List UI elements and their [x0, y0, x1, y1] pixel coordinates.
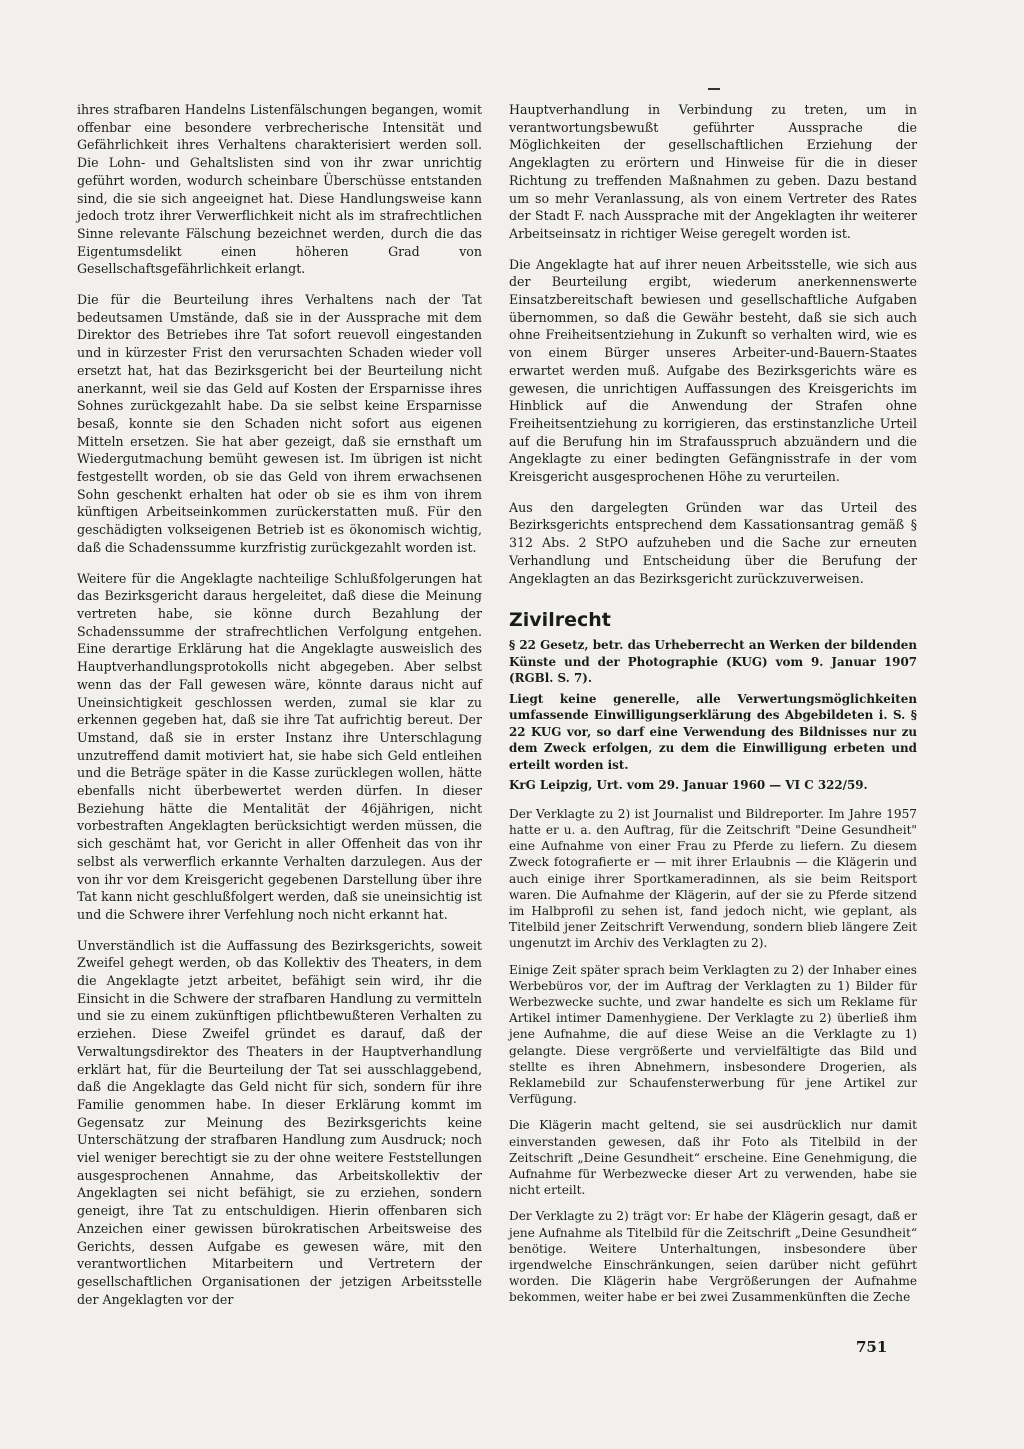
paragraph: Die für die Beurteilung ihres Verhaltens nach der Tat bedeutsamen Umstände, daß sie in der Aussprache mit dem Direktor des Betriebes ihre Tat sofort reuevoll eingestanden und in kürzester Frist den verursachten Schaden wieder voll ersetzt hat, hat das Bezirksgericht bei der Beurteilung nicht anerkannt, weil sie das Geld auf Kosten der Ersparnisse ihres Sohnes zurückgezahlt habe. Da sie selbst keine Ersparnisse besaß, konnte sie den Schaden nicht sofort aus eigenen Mitteln ersetzen. Sie hat aber gezeigt, daß sie ernsthaft um Wiedergutmachung bemüht gewesen ist. Im übrigen ist nicht festgestellt worden, ob sie das Geld von ihrem erwachsenen Sohn geschenkt erhalten hat oder ob sie es ihm von ihrem künftigen Arbeitseinkommen zurückerstatten muß. Für den geschädigten volkseigenen Betrieb ist es ökonomisch wichtig, daß die Schadenssumme kurzfristig zurückgezahlt worden ist.: [77, 292, 482, 555]
ink-mark: [708, 88, 720, 90]
headnote: Liegt keine generelle, alle Verwertungsmöglichkeiten umfassende Einwilligungserklärung des Abgebildeten i. S. § 22 KUG vor, so darf eine Verwendung des Bildnisses nur zu dem Zweck erfolgen, zu dem die Einwilligung erbeten und erteilt worden ist.: [509, 691, 917, 772]
paragraph: Hauptverhandlung in Verbindung zu treten, um in verantwortungsbewußt geführter Aussprache die Möglichkeiten der gesellschaftlichen Erziehung der Angeklagten zu erörtern und Hinweise für die in dieser Richtung zu treffenden Maßnahmen zu geben. Dazu bestand um so mehr Veranlassung, als von einem Vertreter des Rates der Stadt F. nach Aussprache mit der Angeklagten ihr weiterer Arbeitseinsatz in richtiger Weise geregelt worden ist.: [509, 102, 917, 241]
section-heading: Zivilrecht: [509, 609, 611, 632]
right-column: [509, 101, 917, 1316]
paragraph: Unverständlich ist die Auffassung des Bezirksgerichts, soweit Zweifel gehegt werden, ob das Kollektiv des Theaters, in dem die Angeklagte jetzt arbeitet, befähigt sein wird, ihr die Einsicht in die Schwere der strafbaren Handlung zu vermitteln und sie zu einem zukünftigen pflichtbewußteren Verhalten zu erziehen. Diese Zweifel gründet es darauf, daß der Verwaltungsdirektor des Theaters in der Hauptverhandlung erklärt hat, für die Beurteilung der Tat sei ausschlaggebend, daß die Angeklagte das Geld nicht für sich, sondern für ihre Familie genommen habe. In dieser Erklärung kommt im Gegensatz zur Meinung des Bezirksgerichts keine Unterschätzung der strafbaren Handlung zum Ausdruck; noch viel weniger berechtigt sie zu der ohne weitere Feststellungen ausgesprochenen Annahme, das Arbeitskollektiv der Angeklagten sei nicht befähigt, sie zu erziehen, sondern geneigt, ihre Tat zu entschuldigen. Hierin offenbaren sich Anzeichen einer gewissen bürokratischen Arbeitsweise des Gerichts, dessen Aufgabe es gewesen wäre, mit den verantwortlichen Mitarbeitern und Vertretern der gesellschaftlichen Organisationen der jetzigen Arbeitsstelle der Angeklagten vor der: [77, 937, 482, 1307]
paragraph: Aus den dargelegten Gründen war das Urteil des Bezirksgerichts entsprechend dem Kassationsantrag gemäß § 312 Abs. 2 StPO aufzuheben und die Sache zur erneuten Verhandlung und Entscheidung über die Berufung der Angeklagten an das Bezirksgericht zurückzuverweisen.: [509, 499, 917, 586]
paragraph: Der Verklagte zu 2) trägt vor: Er habe der Klägerin gesagt, daß er jene Aufnahme als Titelbild für die Zeitschrift „Deine Gesundheit“ benötige. Weitere Unterhaltungen, insbesondere über irgendwelche Einschränkungen, seien darüber nicht geführt worden. Die Klägerin habe Vergrößerungen der Aufnahme bekommen, weiter habe er bei zwei Zusammenkünften die Zeche: [509, 1209, 917, 1305]
paragraph: ihres strafbaren Handelns Listenfälschungen begangen, womit offenbar eine besondere verbrecherische Intensität und Gefährlichkeit ihres Verhaltens charakterisiert werden soll. Die Lohn- und Gehaltslisten sind von ihr zwar unrichtig geführt worden, wodurch scheinbare Überschüsse entstanden sind, die sie sich angeeignet hat. Diese Handlungsweise kann jedoch trotz ihrer Verwerflichkeit nicht als im strafrechtlichen Sinne relevante Fälschung bezeichnet werden, durch die das Eigentumsdelikt einen höheren Grad von Gesellschaftsgefährlichkeit erlangt.: [77, 102, 482, 277]
paragraph: Die Klägerin macht geltend, sie sei ausdrücklich nur damit einverstanden gewesen, daß ihr Foto als Titelbild in der Zeitschrift „Deine Gesundheit“ erscheine. Eine Genehmigung, die Aufnahme für Werbezwecke dieser Art zu verwenden, habe sie nicht erteilt.: [509, 1118, 917, 1198]
paragraph: Weitere für die Angeklagte nachteilige Schlußfolgerungen hat das Bezirksgericht daraus hergeleitet, daß diese die Meinung vertreten habe, sie könne durch Bezahlung der Schadenssumme der strafrechtlichen Verfolgung entgehen. Eine derartige Erklärung hat die Angeklagte ausweislich des Hauptverhandlungsprotokolls nicht abgegeben. Aber selbst wenn das der Fall gewesen wäre, könnte daraus nicht auf Uneinsichtigkeit geschlossen werden, zumal sie klar zu erkennen gegeben hat, daß sie ihre Tat aufrichtig bereut. Der Umstand, daß sie in erster Instanz ihre Unterschlagung unzutreffend damit motiviert hat, sie habe sich Geld entleihen und die Beträge später in die Kasse zurücklegen wollen, hätte ebenfalls nicht überbewertet werden dürfen. In dieser Beziehung hätte die Mentalität der 46jährigen, nicht vorbestraften Angeklagten berücksichtigt werden müssen, die sich geschämt hat, vor Gericht in aller Offenheit das von ihr selbst als verwerflich erkannte Verhalten darzulegen. Aus der von ihr vor dem Kreisgericht gegebenen Darstellung über ihre Tat kann nicht geschlußfolgert werden, daß sie uneinsichtig ist und die Schwere ihrer Verfehlung noch nicht erkannt hat.: [77, 570, 482, 922]
page-number: 751: [856, 1338, 888, 1356]
court-citation: KrG Leipzig, Urt. vom 29. Januar 1960 — VI C 322/59.: [509, 778, 868, 793]
law-reference: § 22 Gesetz, betr. das Urheberrecht an Werken der bildenden Künste und der Photographie (KUG) vom 9. Januar 1907 (RGBl. S. 7).: [509, 638, 917, 686]
paragraph: Die Angeklagte hat auf ihrer neuen Arbeitsstelle, wie sich aus der Beurteilung ergibt, wiederum anerkennenswerte Einsatzbereitschaft bewiesen und gesellschaftliche Aufgaben übernommen, so daß die Gewähr besteht, daß sie sich auch ohne Freiheitsentziehung in Zukunft so verhalten wird, wie es von einem Bürger unseres Arbeiter-und-Bauern-Staates erwartet werden muß. Aufgabe des Bezirksgerichts wäre es gewesen, die unrichtigen Auffassungen des Kreisgerichts im Hinblick auf die Anwendung der Strafen ohne Freiheitsentziehung zu korrigieren, das erstinstanzliche Urteil auf die Berufung hin im Strafausspruch abzuändern und die Angeklagte zu einer bedingten Gefängnisstrafe in der vom Kreisgericht ausgesprochenen Höhe zu verurteilen.: [509, 256, 917, 485]
paragraph: Einige Zeit später sprach beim Verklagten zu 2) der Inhaber eines Werbebüros vor, der im Auftrag der Verklagten zu 1) Bilder für Werbezwecke suchte, und zwar handelte es sich um Reklame für Artikel intimer Damenhygiene. Der Verklagte zu 2) überließ ihm jene Aufnahme, die auf diese Weise an die Verklagte zu 1) gelangte. Diese vergrößerte und vervielfältigte das Bild und stellte es ihren Abnehmern, insbesondere Drogerien, als Reklamebild zur Schaufensterwerbung für jene Artikel zur Verfügung.: [509, 962, 917, 1107]
left-column: [77, 101, 482, 1321]
paragraph: Der Verklagte zu 2) ist Journalist und Bildreporter. Im Jahre 1957 hatte er u. a. den Auftrag, für die Zeitschrift "Deine Gesundheit" eine Aufnahme von einer Frau zu Pferde zu liefern. Zu diesem Zweck fotografierte er — mit ihrer Erlaubnis — die Klägerin und auch einige ihrer Sportkameradinnen, als sie beim Reitsport waren. Die Aufnahme der Klägerin, auf der sie zu Pferde sitzend im Halbprofil zu sehen ist, fand jedoch nicht, wie geplant, als Titelbild jener Zeitschrift Verwendung, sondern blieb längere Zeit ungenutzt im Archiv des Verklagten zu 2).: [509, 806, 917, 951]
